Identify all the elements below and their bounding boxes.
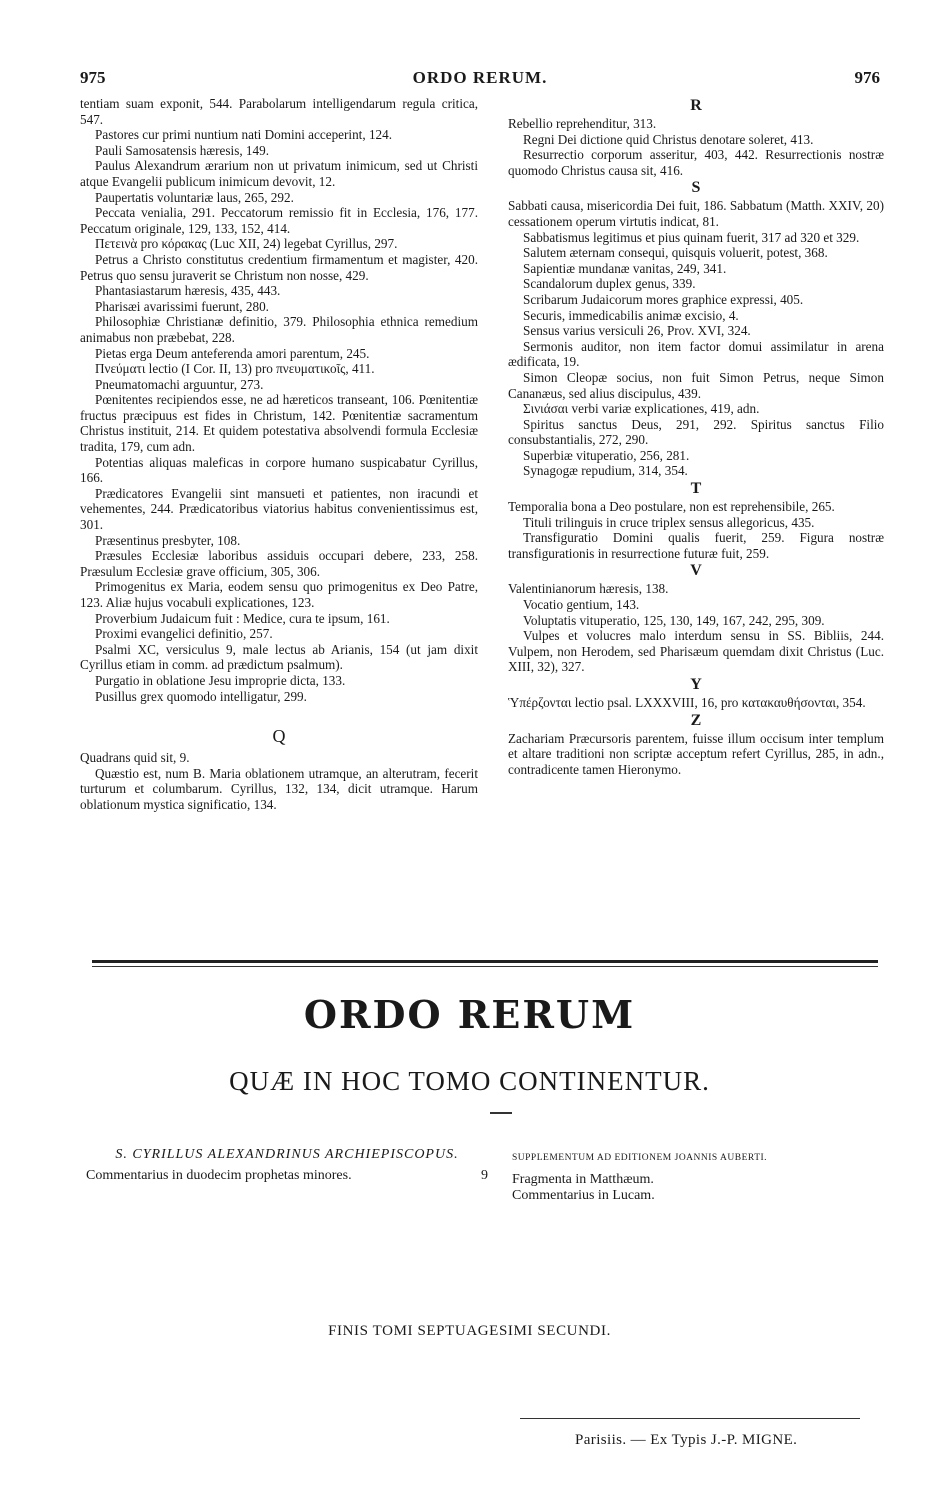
index-entry: Ὑπέρζονται lectio psal. LXXXVIII, 16, pro κατακαυθήσονται, 354.: [508, 695, 866, 710]
section-letter-r: R: [690, 97, 702, 114]
title-dash: [490, 1112, 512, 1114]
index-entry: Primogenitus ex Maria, eodem sensu quo primogenitus ex Deo Patre, 123. Aliæ hujus vocabuli explicationes, 123.: [80, 579, 478, 610]
index-entry: Superbiæ vituperatio, 256, 281.: [523, 447, 690, 463]
section-letter-s: S: [691, 179, 701, 197]
index-entry: Quadrans quid sit, 9.: [80, 750, 190, 766]
index-entry: Temporalia bona a Deo postulare, non est reprehensibile, 265.: [508, 499, 835, 515]
contents-left: [86, 1146, 488, 1184]
index-entry: Quæstio est, num B. Maria oblationem utramque, an alterutram, fecerit turturum et columbarum. Cyrillus, 132, 134, dicit utramque. Harum oblationum mystica significatio, 134.: [80, 765, 478, 812]
index-entry: Rebellio reprehenditur, 313.: [508, 116, 657, 131]
index-entry: Purgatio in oblatione Jesu improprie dicta, 133.: [95, 672, 346, 688]
index-entry: Peccata venialia, 291. Peccatorum remissio fit in Ecclesia, 176, 177. Peccatum originale, 129, 133, 152, 414.: [80, 205, 478, 236]
index-entry: Præsules Ecclesiæ laboribus assiduis occupari debere, 233, 258. Præsulum Ecclesiæ grave officium, 305, 306.: [80, 548, 478, 579]
contents-item-page: 9: [481, 1168, 488, 1183]
index-entry: Sapientiæ mundanæ vanitas, 249, 341.: [523, 260, 727, 276]
index-entry: Pastores cur primi nuntium nati Domini acceperint, 124.: [95, 127, 393, 143]
index-entry: Sabbatismus legitimus et pius quinam fuerit, 317 ad 320 et 329.: [523, 229, 860, 245]
index-entry: Potentias aliquas maleficas in corpore humano suspicabatur Cyrillus, 166.: [80, 454, 478, 486]
left-column: [80, 96, 478, 813]
section-letter-v: V: [690, 562, 702, 580]
section-letter-q: Q: [272, 726, 286, 747]
index-entry: Tituli trilinguis in cruce triplex sensus allegoricus, 435.: [523, 514, 815, 530]
index-entry: Pusillus grex quomodo intelligatur, 299.: [95, 688, 307, 704]
index-entry: Scribarum Judaicorum mores graphice expressi, 405.: [523, 291, 804, 307]
index-entry: Pauli Samosatensis hæresis, 149.: [95, 142, 270, 158]
index-entry: Prædicatores Evangelii sint mansueti et patientes, non iracundi et vehementes, 244. Prædicatoribus viatorius habitus convenientissimus est, 301.: [80, 485, 478, 533]
section-divider-thick: [92, 960, 878, 963]
index-entry: Salutem æternam consequi, quisquis voluerit, potest, 368.: [523, 245, 828, 261]
index-entry: Sabbati causa, misericordia Dei fuit, 186. Sabbatum (Matth. XXIV, 20) cessationem operum virtutis indicat, 81.: [508, 198, 884, 229]
page-number-right: 976: [854, 68, 880, 87]
index-entry: Πετεινὰ pro κόρακας (Luc XII, 24) legebat Cyrillus, 297.: [95, 236, 398, 252]
index-entry: Pharisæi avarissimi fuerunt, 280.: [95, 298, 269, 314]
index-entry: Pœnitentes recipiendos esse, ne ad hæreticos transeant, 106. Pœnitentiæ fructus præcipuus est fides in Christum, 142. Pœnitentiæ sacramentum Christus instituit, 214. Et quidem potestativa absolvendi formula Ecclesiæ tradita, 179, cum adn.: [80, 392, 478, 455]
index-entry: Paulus Alexandrum ærarium non ut privatum inimicum, sed ut Christi atque Evangelii publicum inimicum devovit, 12.: [80, 158, 478, 189]
index-entry: Πνεύματι lectio (I Cor. II, 13) pro πνευματικοῖς, 411.: [95, 361, 375, 377]
index-entry: Philosophiæ Christianæ definitio, 379. Philosophia ethnica remedium animabus non præbebat, 228.: [80, 314, 478, 345]
index-entry: Sensus varius versiculi 26, Prov. XVI, 324.: [523, 323, 751, 339]
index-entry: Zachariam Præcursoris parentem, fuisse illum occisum inter templum et altare traditioni non scriptæ acceptum refert Cyrillus, 285, in adn., contradicente tamen Hieronymo.: [508, 730, 884, 777]
index-entry: Vulpes et volucres malo interdum sensu in SS. Bibliis, 244. Vulpem, non Herodem, sed Pharisæum quemdam dixit Christus (Luc. XIII, 32), 327.: [508, 628, 884, 675]
index-entry: Sermonis auditor, non item factor domui assimilatur in arena ædificata, 19.: [508, 338, 884, 370]
index-entry: Simon Cleopæ socius, non fuit Simon Petrus, neque Simon Cananæus, sed alius discipulus, 439.: [508, 369, 884, 401]
section-divider-thin: [92, 966, 878, 967]
section-letter-y: Y: [690, 676, 702, 693]
contents-item: [86, 1167, 488, 1184]
index-entry: Petrus a Christo constitutus credentium firmamentum et magister, 420. Petrus quo sensu juraverit se Christum non nosse, 429.: [80, 251, 478, 283]
index-entry: tentiam suam exponit, 544. Parabolarum intelligendarum regula critica, 547.: [80, 96, 478, 127]
index-entry: Proximi evangelici definitio, 257.: [95, 626, 273, 642]
section-letter-z: Z: [690, 711, 702, 729]
right-column: [508, 96, 884, 777]
running-title: ORDO RERUM.: [412, 68, 548, 87]
running-header: [80, 68, 880, 90]
index-entry: Scandalorum duplex genus, 339.: [523, 276, 696, 292]
section-letter-t: T: [690, 480, 702, 498]
index-entry: Regni Dei dictione quid Christus denotare soleret, 413.: [523, 131, 814, 147]
sub-title: QUÆ IN HOC TOMO CONTINENTUR.: [229, 1066, 710, 1096]
index-entry: Voluptatis vituperatio, 125, 130, 149, 167, 242, 295, 309.: [523, 612, 825, 628]
index-entry: Phantasiastarum hæresis, 435, 443.: [95, 283, 281, 299]
index-entry: Transfiguratio Domini qualis fuerit, 259. Figura nostræ transfigurationis in resurrectione futuræ fuit, 259.: [508, 530, 884, 561]
page-number-left: 975: [80, 68, 106, 87]
index-entry: Paupertatis voluntariæ laus, 265, 292.: [95, 189, 294, 205]
contents-item-title: Commentarius in Lucam.: [512, 1188, 655, 1203]
index-entry: Pietas erga Deum anteferenda amori parentum, 245.: [95, 345, 370, 361]
index-entry: Proverbium Judaicum fuit : Medice, cura te ipsum, 161.: [95, 610, 390, 626]
supplement-heading: SUPPLEMENTUM AD EDITIONEM JOANNIS AUBERTI.: [512, 1153, 768, 1163]
index-entry: Resurrectio corporum asseritur, 403, 442. Resurrectionis nostræ quomodo Christus causa sit, 416.: [508, 147, 884, 178]
finis-line: FINIS TOMI SEPTUAGESIMI SECUNDI.: [328, 1323, 611, 1339]
main-title: ORDO RERUM: [303, 992, 636, 1037]
index-entry: Spiritus sanctus Deus, 291, 292. Spiritus sanctus Filio consubstantialis, 272, 290.: [508, 416, 884, 448]
author-heading: S. CYRILLUS ALEXANDRINUS ARCHIEPISCOPUS.: [115, 1147, 459, 1162]
index-entry: Præsentinus presbyter, 108.: [95, 532, 241, 548]
index-entry: Synagogæ repudium, 314, 354.: [523, 463, 688, 479]
contents-right: [512, 1150, 882, 1204]
imprint-rule: [520, 1418, 860, 1419]
index-entry: Valentinianorum hæresis, 138.: [508, 581, 669, 597]
index-entry: Pneumatomachi arguuntur, 273.: [95, 376, 264, 392]
index-entry: Psalmi XC, versiculus 9, male lectus ab Arianis, 154 (ut jam dixit Cyrillus etiam in comm. ad prædictum psalmum).: [80, 641, 478, 673]
index-entry: Vocatio gentium, 143.: [523, 597, 640, 613]
contents-item-title: Commentarius in duodecim prophetas minores.: [86, 1168, 352, 1183]
index-entry: Σινιάσαι verbi variæ explicationes, 419, adn.: [523, 401, 760, 417]
imprint: Parisiis. — Ex Typis J.-P. MIGNE.: [575, 1432, 798, 1448]
contents-item-title: Fragmenta in Matthæum.: [512, 1172, 654, 1187]
index-entry: Securis, immedicabilis animæ excisio, 4.: [523, 307, 739, 323]
